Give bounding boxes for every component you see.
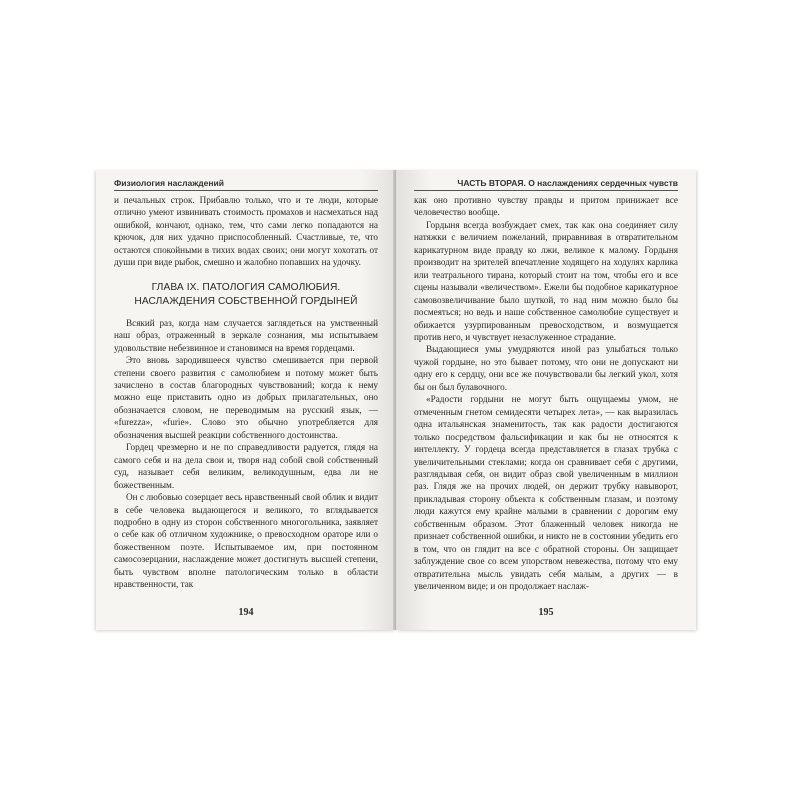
right-paragraph: Выдающиеся умы умудряются иной раз улыбаться только чужой гордыне, но это бывает потому, что они не допускают ни одну его к сердцу, они все же почувствовали бы легкий укол, хотя бы он был булавочного. <box>414 344 678 392</box>
right-page-body <box>414 194 678 593</box>
right-paragraph: «Радости гордыни не могут быть ощущаемы умом, не отмеченным гнетом семидесяти четырех лета», — как выразилась одна итальянская знаменитость, так как радости достигаются только посредством фальсификации и как бы не относятся к интеллекту. У гордеца всегда представляется в глазах трубка с увеличительными стеклами; когда он сравнивает себя с другими, разглядывая себя, он видит образ свой увеличенным в миллион раз. Глядя же на прочих людей, он держит трубку навыворот, прикладывая сторону объекта к собственным глазам, и поэтому люди кажутся ему крайне малыми в сравнении с дорогим ему собственным образом. Этот блаженный человек никогда не признает собственной ошибки, и никто не в состоянии убедить его в том, что он глядит на все с обратной стороны. Он защищает заблуждение свое со всем упорством невежества, потому что ему отвратительна мысль увидать себя малым, а других — в увеличенном виде; и он продолжает наслаж- <box>414 394 678 592</box>
left-running-head: Физиология наслаждений <box>114 178 378 191</box>
left-paragraph: Всякий раз, когда нам случается заглядеться на умственный наш образ, отраженный в зеркале сознания, мы испытываем удовольствие небезвинное и становимся на время гордецами. <box>114 317 378 353</box>
right-opening-paragraph: как оно противно чувству правды и притом принижает все человечество вообще. <box>414 195 678 218</box>
chapter-heading: ГЛАВА IX. ПАТОЛОГИЯ САМОЛЮБИЯ. НАСЛАЖДЕНИЯ СОБСТВЕННОЙ ГОРДЫНЕЙ <box>134 281 358 307</box>
left-opening-paragraph: и печальных строк. Прибавлю только, что и те люди, которые отлично умеют извинивать стоимость промахов и насмехаться над ошибкой, кончают, однако, тем, что сами легко попадаются на крючок, для них удачно приспособленный. Счастливые, те, что остаются спокойными в тихих водах своих; они могут хохотать от души при виде рыбок, смешно и жалобно попавших на удочку. <box>114 195 378 268</box>
left-page-body <box>114 194 378 591</box>
right-page <box>396 170 696 630</box>
right-paragraph: Гордыня всегда возбуждает смех, так как она соединяет силу натяжки с величием пожеланий, приравнивая в отвратительном карикатурном виде правду ко лжи, великое к малому. Гордыня производит на зрителей впечатление ходящего на ходулях карлика или театрального тирана, который стоит на том, чтобы его и все сцены называли «величеством». Ежели бы подобное карикатурное самовозвеличивание было шуткой, то над ним можно было бы посмеяться; но ведь и наше собственное самолюбие существует и обижается узурпированным превосходством, и возмущается против него, и чувствует незаслуженное страдание. <box>414 219 678 342</box>
right-page-number: 195 <box>538 607 554 618</box>
left-paragraph: Он с любовью созерцает весь нравственный свой облик и видит в себе человека выдающегося и великого, то вглядывается подробно в одну из сторон собственного многогольника, заявляет о себе как об отличном художнике, о превосходном ораторе или о божественном поэте. Испытываемое им, при постоянном самосозерцании, наслаждение может достигнуть высшей степени, быть чувством вполне патологическим только в области нравственности, так <box>114 492 378 590</box>
right-running-head: ЧАСТЬ ВТОРАЯ. О наслаждениях сердечных чувств <box>414 178 678 191</box>
open-book <box>96 170 696 630</box>
left-paragraph: Гордец чрезмерно и не по справедливости радуется, глядя на самого себя и на дела свои и, творя над собой свой собственный суд, называет себя великим, великодушным, едва ли не божественным. <box>114 442 378 490</box>
left-paragraph: Это вновь зародившееся чувство смешивается при первой степени своего развития с самолюбием и потому может быть зачислено в состав благородных чувствований; когда к нему можно еще приставить одно из добрых прилагательных, оно обозначается словом, не переводимым на русский язык, — «furezza», «furie». Слово это обычно употребляется для обозначения высшей реакции собственного достоинства. <box>114 355 378 440</box>
left-page-number: 194 <box>238 607 254 618</box>
left-page <box>96 170 396 630</box>
